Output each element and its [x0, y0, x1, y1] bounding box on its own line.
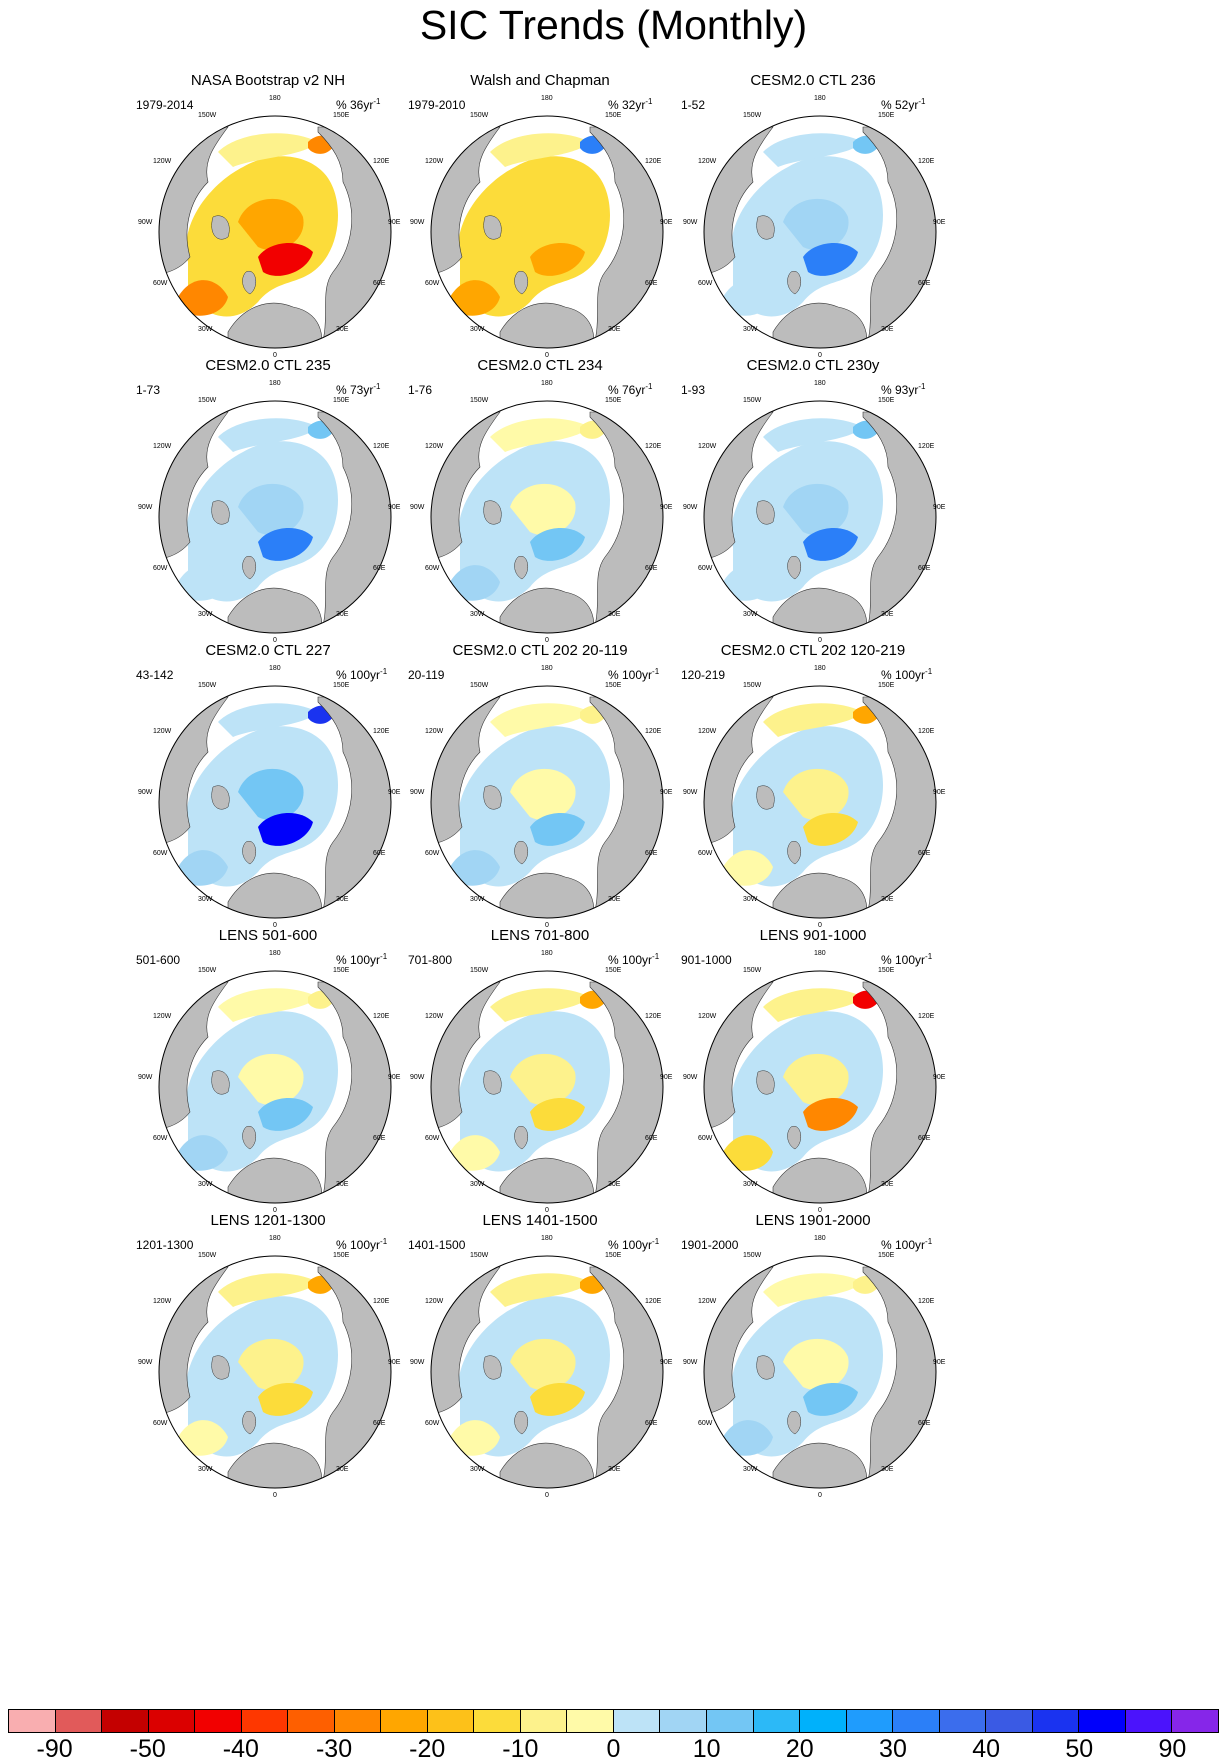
colorbar-box — [893, 1710, 940, 1732]
polar-map — [663, 1212, 963, 1512]
longitude-label: 180 — [269, 380, 281, 387]
longitude-label: 150E — [878, 967, 895, 974]
longitude-label: 60W — [153, 1135, 168, 1142]
longitude-label: 30E — [336, 326, 349, 333]
panel-units: % $32yr^{-1}$ — [608, 97, 653, 112]
longitude-label: 120W — [425, 443, 444, 450]
longitude-label: 90W — [683, 789, 698, 796]
longitude-label: 180 — [269, 950, 281, 957]
map-panel — [390, 642, 690, 942]
longitude-label: 150E — [333, 1252, 350, 1259]
longitude-label: 60W — [153, 280, 168, 287]
longitude-label: 60E — [373, 565, 386, 572]
longitude-label: 30W — [198, 326, 213, 333]
longitude-label: 60E — [918, 1135, 931, 1142]
panel-title: LENS 1201-1300 — [210, 1212, 326, 1229]
longitude-label: 120W — [153, 728, 172, 735]
longitude-label: 150W — [743, 967, 762, 974]
panel-units: % $36yr^{-1}$ — [336, 97, 381, 112]
longitude-label: 120W — [698, 1013, 717, 1020]
longitude-label: 30E — [336, 611, 349, 618]
longitude-label: 150W — [743, 112, 762, 119]
longitude-label: 60W — [153, 565, 168, 572]
longitude-label: 30E — [881, 611, 894, 618]
longitude-label: 90W — [683, 219, 698, 226]
longitude-label: 120E — [645, 1013, 662, 1020]
longitude-label: 120E — [373, 158, 390, 165]
map-panel — [118, 357, 418, 657]
longitude-label: 30W — [198, 896, 213, 903]
longitude-label: 150E — [605, 1252, 622, 1259]
longitude-label: 60E — [373, 1420, 386, 1427]
panel-year-range: 1979-2014 — [136, 98, 194, 112]
longitude-label: 180 — [541, 950, 553, 957]
longitude-label: 150W — [198, 967, 217, 974]
longitude-label: 90E — [660, 789, 673, 796]
longitude-label: 90W — [138, 219, 153, 226]
longitude-label: 60E — [373, 280, 386, 287]
panel-year-range: 1201-1300 — [136, 1238, 194, 1252]
longitude-label: 90E — [388, 789, 401, 796]
longitude-label: 120E — [645, 158, 662, 165]
panel-title: CESM2.0 CTL 236 — [750, 72, 876, 89]
panel-title: LENS 1401-1500 — [482, 1212, 598, 1229]
longitude-label: 150W — [470, 397, 489, 404]
longitude-label: 90E — [388, 1359, 401, 1366]
map-panel — [663, 1212, 963, 1512]
longitude-label: 60W — [425, 1135, 440, 1142]
longitude-label: 0 — [545, 352, 549, 359]
longitude-label: 90E — [933, 789, 946, 796]
colorbar-box — [660, 1710, 707, 1732]
colorbar-tick-label: -90 — [36, 1735, 73, 1763]
map-panel — [390, 357, 690, 657]
longitude-label: 90W — [138, 1074, 153, 1081]
longitude-label: 0 — [545, 922, 549, 929]
longitude-label: 150W — [198, 112, 217, 119]
panel-year-range: 1901-2000 — [681, 1238, 739, 1252]
longitude-label: 60E — [645, 850, 658, 857]
longitude-label: 30E — [608, 896, 621, 903]
longitude-label: 30E — [608, 1466, 621, 1473]
panel-year-range: 1401-1500 — [408, 1238, 466, 1252]
panel-title: CESM2.0 CTL 202 120-219 — [720, 642, 906, 659]
longitude-label: 60E — [918, 565, 931, 572]
longitude-label: 90W — [410, 1359, 425, 1366]
longitude-label: 150E — [605, 682, 622, 689]
panel-units: % $76yr^{-1}$ — [608, 382, 653, 397]
map-panel — [390, 927, 690, 1227]
longitude-label: 30W — [743, 1466, 758, 1473]
longitude-label: 120E — [373, 443, 390, 450]
polar-map — [118, 72, 418, 372]
longitude-label: 60E — [645, 280, 658, 287]
longitude-label: 150E — [333, 397, 350, 404]
colorbar-tick-label: -20 — [409, 1735, 446, 1763]
map-panel — [390, 1212, 690, 1512]
longitude-label: 120W — [153, 158, 172, 165]
longitude-label: 150E — [878, 682, 895, 689]
longitude-label: 60W — [698, 1420, 713, 1427]
longitude-label: 120E — [645, 443, 662, 450]
polar-map — [663, 72, 963, 372]
longitude-label: 30W — [198, 1466, 213, 1473]
longitude-label: 30E — [336, 1466, 349, 1473]
longitude-label: 150E — [878, 112, 895, 119]
longitude-label: 90W — [138, 504, 153, 511]
panel-units: % $100yr^{-1}$ — [608, 1237, 660, 1252]
longitude-label: 150W — [470, 682, 489, 689]
colorbar-box — [614, 1710, 661, 1732]
longitude-label: 120E — [645, 728, 662, 735]
longitude-label: 60W — [425, 850, 440, 857]
longitude-label: 60W — [698, 565, 713, 572]
longitude-label: 180 — [269, 1235, 281, 1242]
longitude-label: 120W — [425, 1013, 444, 1020]
colorbar-box — [940, 1710, 987, 1732]
panel-units: % $100yr^{-1}$ — [881, 667, 933, 682]
longitude-label: 0 — [818, 922, 822, 929]
longitude-label: 30E — [336, 896, 349, 903]
longitude-label: 60E — [918, 1420, 931, 1427]
panel-units: % $100yr^{-1}$ — [881, 952, 933, 967]
colorbar-box — [474, 1710, 521, 1732]
longitude-label: 90W — [410, 219, 425, 226]
panel-title: LENS 901-1000 — [759, 927, 867, 944]
panel-title: LENS 701-800 — [490, 927, 590, 944]
map-panel — [663, 72, 963, 372]
longitude-label: 60W — [698, 280, 713, 287]
longitude-label: 30E — [881, 896, 894, 903]
longitude-label: 30W — [470, 896, 485, 903]
longitude-label: 180 — [541, 95, 553, 102]
longitude-label: 150W — [743, 397, 762, 404]
longitude-label: 90E — [388, 504, 401, 511]
longitude-label: 180 — [541, 665, 553, 672]
longitude-label: 150E — [605, 397, 622, 404]
longitude-label: 150W — [470, 967, 489, 974]
longitude-label: 60E — [918, 280, 931, 287]
colorbar-tick-label: -10 — [502, 1735, 539, 1763]
colorbar-tick-label: 90 — [1158, 1735, 1187, 1763]
colorbar-box — [1126, 1710, 1173, 1732]
colorbar-box — [754, 1710, 801, 1732]
colorbar — [8, 1709, 1219, 1733]
longitude-label: 60W — [425, 1420, 440, 1427]
longitude-label: 60E — [645, 565, 658, 572]
longitude-label: 60W — [153, 850, 168, 857]
panel-units: % $100yr^{-1}$ — [336, 667, 388, 682]
longitude-label: 120E — [918, 1013, 935, 1020]
longitude-label: 30W — [198, 611, 213, 618]
longitude-label: 30W — [743, 896, 758, 903]
panel-units: % $52yr^{-1}$ — [881, 97, 926, 112]
panel-units: % $93yr^{-1}$ — [881, 382, 926, 397]
longitude-label: 60E — [373, 1135, 386, 1142]
colorbar-box — [428, 1710, 475, 1732]
panel-year-range: 1979-2010 — [408, 98, 466, 112]
panel-title: NASA Bootstrap v2 NH — [190, 72, 346, 89]
longitude-label: 90E — [933, 1074, 946, 1081]
longitude-label: 30E — [608, 326, 621, 333]
longitude-label: 90W — [683, 1359, 698, 1366]
panel-title: CESM2.0 CTL 227 — [205, 642, 331, 659]
panel-title: CESM2.0 CTL 234 — [477, 357, 603, 374]
panel-title: CESM2.0 CTL 230y — [746, 357, 880, 374]
panel-year-range: 901-1000 — [681, 953, 732, 967]
longitude-label: 150W — [470, 1252, 489, 1259]
polar-map — [663, 642, 963, 942]
panel-title: CESM2.0 CTL 202 20-119 — [452, 642, 628, 659]
longitude-label: 150E — [333, 967, 350, 974]
longitude-label: 30E — [608, 611, 621, 618]
panel-title: LENS 1901-2000 — [755, 1212, 871, 1229]
panel-title: CESM2.0 CTL 235 — [205, 357, 331, 374]
map-panel — [118, 642, 418, 942]
longitude-label: 150E — [605, 112, 622, 119]
polar-map — [390, 72, 690, 372]
longitude-label: 120E — [373, 1013, 390, 1020]
longitude-label: 0 — [818, 637, 822, 644]
longitude-label: 30W — [743, 326, 758, 333]
colorbar-box — [102, 1710, 149, 1732]
longitude-label: 120W — [153, 443, 172, 450]
longitude-label: 90E — [933, 1359, 946, 1366]
longitude-label: 150E — [605, 967, 622, 974]
longitude-label: 90E — [933, 504, 946, 511]
longitude-label: 30W — [198, 1181, 213, 1188]
longitude-label: 0 — [273, 922, 277, 929]
panel-year-range: 701-800 — [408, 953, 453, 967]
colorbar-tick-label: 0 — [606, 1735, 621, 1763]
polar-map — [118, 642, 418, 942]
panel-units: % $100yr^{-1}$ — [881, 1237, 933, 1252]
longitude-label: 30W — [470, 326, 485, 333]
colorbar-tick-label: 30 — [879, 1735, 907, 1763]
map-panel — [663, 927, 963, 1227]
polar-map — [118, 1212, 418, 1512]
longitude-label: 120E — [918, 158, 935, 165]
panel-year-range: 1-93 — [681, 383, 706, 397]
colorbar-tick-label: 10 — [692, 1735, 721, 1763]
colorbar-tick-label: 40 — [972, 1735, 1001, 1763]
longitude-label: 180 — [269, 665, 281, 672]
longitude-label: 0 — [273, 1207, 277, 1214]
longitude-label: 90W — [138, 1359, 153, 1366]
longitude-label: 150E — [878, 1252, 895, 1259]
longitude-label: 60W — [425, 565, 440, 572]
longitude-label: 90E — [660, 1074, 673, 1081]
longitude-label: 120W — [698, 443, 717, 450]
colorbar-box — [56, 1710, 103, 1732]
longitude-label: 0 — [545, 1207, 549, 1214]
longitude-label: 120E — [645, 1298, 662, 1305]
polar-map — [663, 927, 963, 1227]
colorbar-box — [381, 1710, 428, 1732]
longitude-label: 30E — [881, 1466, 894, 1473]
longitude-label: 90W — [410, 504, 425, 511]
longitude-label: 30W — [743, 1181, 758, 1188]
colorbar-box — [149, 1710, 196, 1732]
longitude-label: 150E — [333, 682, 350, 689]
longitude-label: 0 — [273, 1492, 277, 1499]
longitude-label: 60W — [698, 1135, 713, 1142]
longitude-label: 120E — [373, 1298, 390, 1305]
longitude-label: 150W — [743, 1252, 762, 1259]
colorbar-box — [847, 1710, 894, 1732]
longitude-label: 120W — [698, 728, 717, 735]
longitude-label: 90E — [660, 219, 673, 226]
polar-map — [390, 357, 690, 657]
longitude-label: 30E — [881, 1181, 894, 1188]
panel-year-range: 1-76 — [408, 383, 433, 397]
longitude-label: 120W — [425, 158, 444, 165]
longitude-label: 30W — [470, 1466, 485, 1473]
longitude-label: 180 — [814, 950, 826, 957]
panel-year-range: 501-600 — [136, 953, 181, 967]
longitude-label: 60W — [425, 280, 440, 287]
longitude-label: 180 — [541, 1235, 553, 1242]
colorbar-tick-label: -40 — [222, 1735, 259, 1763]
colorbar-tick-label: -50 — [129, 1735, 166, 1763]
longitude-label: 180 — [814, 95, 826, 102]
colorbar-box — [1172, 1710, 1218, 1732]
longitude-label: 120W — [425, 1298, 444, 1305]
map-panel — [390, 72, 690, 372]
longitude-label: 120W — [698, 1298, 717, 1305]
map-panel — [118, 1212, 418, 1512]
longitude-label: 150W — [470, 112, 489, 119]
colorbar-box — [9, 1710, 56, 1732]
longitude-label: 30W — [470, 611, 485, 618]
panel-units: % $73yr^{-1}$ — [336, 382, 381, 397]
panel-title: Walsh and Chapman — [470, 72, 610, 89]
panel-units: % $100yr^{-1}$ — [608, 667, 660, 682]
longitude-label: 0 — [818, 352, 822, 359]
longitude-label: 0 — [273, 352, 277, 359]
longitude-label: 60E — [645, 1420, 658, 1427]
polar-map — [390, 642, 690, 942]
longitude-label: 60E — [918, 850, 931, 857]
panel-year-range: 1-52 — [681, 98, 706, 112]
longitude-label: 60W — [698, 850, 713, 857]
polar-map — [390, 1212, 690, 1512]
colorbar-box — [1079, 1710, 1126, 1732]
longitude-label: 60E — [373, 850, 386, 857]
longitude-label: 120E — [918, 728, 935, 735]
longitude-label: 30E — [608, 1181, 621, 1188]
longitude-label: 180 — [541, 380, 553, 387]
panel-units: % $100yr^{-1}$ — [336, 952, 388, 967]
longitude-label: 90E — [388, 219, 401, 226]
longitude-label: 90E — [388, 1074, 401, 1081]
panel-year-range: 120-219 — [681, 668, 726, 682]
longitude-label: 180 — [814, 380, 826, 387]
colorbar-box — [195, 1710, 242, 1732]
polar-map — [118, 357, 418, 657]
colorbar-box — [800, 1710, 847, 1732]
colorbar-box — [288, 1710, 335, 1732]
colorbar-tick-label: -30 — [315, 1735, 353, 1763]
longitude-label: 90W — [138, 789, 153, 796]
longitude-label: 90W — [683, 1074, 698, 1081]
longitude-label: 30E — [881, 326, 894, 333]
panel-units: % $100yr^{-1}$ — [608, 952, 660, 967]
longitude-label: 90E — [660, 504, 673, 511]
colorbar-box — [242, 1710, 289, 1732]
longitude-label: 150E — [333, 112, 350, 119]
longitude-label: 120W — [153, 1013, 172, 1020]
colorbar-box — [986, 1710, 1033, 1732]
colorbar-box — [521, 1710, 568, 1732]
longitude-label: 150W — [743, 682, 762, 689]
longitude-label: 120E — [918, 1298, 935, 1305]
colorbar-box — [567, 1710, 614, 1732]
longitude-label: 90W — [683, 504, 698, 511]
panel-units: % $100yr^{-1}$ — [336, 1237, 388, 1252]
longitude-label: 150W — [198, 1252, 217, 1259]
longitude-label: 180 — [814, 1235, 826, 1242]
longitude-label: 90W — [410, 789, 425, 796]
longitude-label: 150W — [198, 682, 217, 689]
panel-year-range: 20-119 — [408, 668, 445, 682]
colorbar-tick-label: 20 — [785, 1735, 814, 1763]
longitude-label: 120W — [153, 1298, 172, 1305]
longitude-label: 0 — [818, 1492, 822, 1499]
longitude-label: 60E — [645, 1135, 658, 1142]
longitude-label: 180 — [814, 665, 826, 672]
longitude-label: 60W — [153, 1420, 168, 1427]
panel-year-range: 43-142 — [136, 668, 174, 682]
longitude-label: 150W — [198, 397, 217, 404]
longitude-label: 30E — [336, 1181, 349, 1188]
map-panel — [118, 72, 418, 372]
longitude-label: 120W — [698, 158, 717, 165]
figure-title: SIC Trends (Monthly) — [419, 2, 808, 48]
longitude-label: 0 — [545, 1492, 549, 1499]
colorbar-tick-label: 50 — [1065, 1735, 1094, 1763]
longitude-label: 30W — [743, 611, 758, 618]
polar-map — [663, 357, 963, 657]
colorbar-box — [335, 1710, 382, 1732]
polar-map — [390, 927, 690, 1227]
longitude-label: 120W — [425, 728, 444, 735]
longitude-label: 90W — [410, 1074, 425, 1081]
panel-year-range: 1-73 — [136, 383, 161, 397]
map-panel — [118, 927, 418, 1227]
map-panel — [663, 357, 963, 657]
longitude-label: 30W — [470, 1181, 485, 1188]
longitude-label: 150E — [878, 397, 895, 404]
longitude-label: 180 — [269, 95, 281, 102]
longitude-label: 0 — [273, 637, 277, 644]
longitude-label: 90E — [660, 1359, 673, 1366]
longitude-label: 0 — [818, 1207, 822, 1214]
polar-map — [118, 927, 418, 1227]
longitude-label: 0 — [545, 637, 549, 644]
longitude-label: 120E — [373, 728, 390, 735]
colorbar-box — [1033, 1710, 1080, 1732]
longitude-label: 120E — [918, 443, 935, 450]
panel-title: LENS 501-600 — [218, 927, 318, 944]
map-panel — [663, 642, 963, 942]
longitude-label: 90E — [933, 219, 946, 226]
colorbar-box — [707, 1710, 754, 1732]
